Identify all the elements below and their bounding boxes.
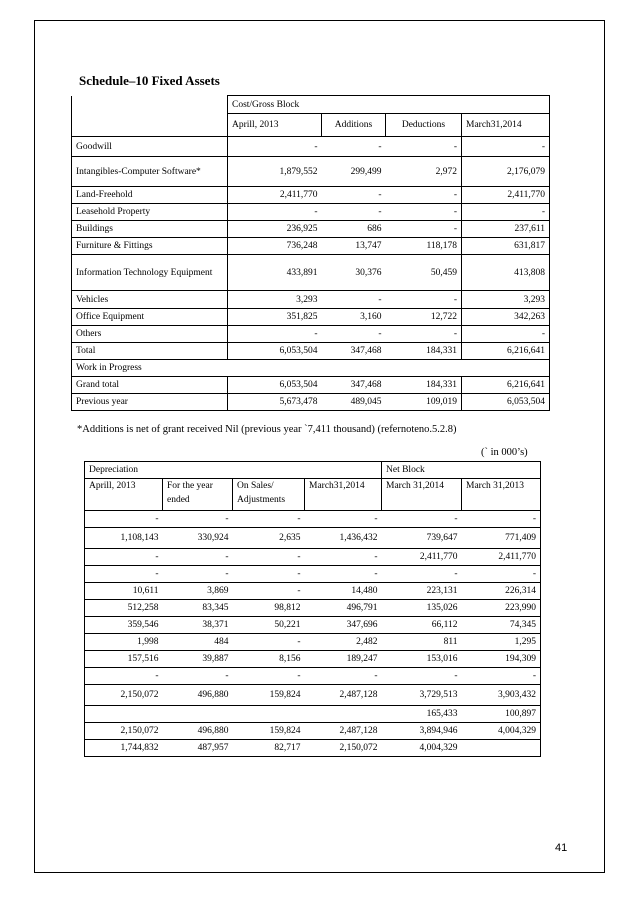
value-cell: 2,411,770 (228, 187, 322, 204)
value-cell: - (233, 511, 305, 528)
value-cell: - (462, 668, 541, 685)
value-cell: 14,480 (305, 583, 382, 600)
value-cell: 83,345 (163, 600, 233, 617)
value-cell: 118,178 (386, 238, 462, 255)
unit-note: (` in 000’s) (481, 447, 528, 458)
value-cell: 359,546 (85, 617, 163, 634)
value-cell: - (228, 204, 322, 221)
row-label: Intangibles-Computer Software* (72, 157, 228, 187)
value-cell: 66,112 (382, 617, 462, 634)
value-cell: 342,263 (462, 309, 550, 326)
value-cell: 487,957 (163, 740, 233, 757)
table-row (85, 668, 541, 685)
value-cell: 226,314 (462, 583, 541, 600)
value-cell: 299,499 (322, 157, 386, 187)
table-row (72, 255, 550, 291)
table-row (85, 511, 541, 528)
value-cell: - (462, 137, 550, 157)
value-cell: 736,248 (228, 238, 322, 255)
value-cell: 6,053,504 (462, 394, 550, 411)
col-header: On Sales/ Adjustments (233, 479, 305, 511)
value-cell: 109,019 (386, 394, 462, 411)
value-cell: 236,925 (228, 221, 322, 238)
table-row (85, 528, 541, 549)
value-cell: - (228, 137, 322, 157)
label-header-cell (72, 96, 228, 114)
value-cell: 223,131 (382, 583, 462, 600)
value-cell: 100,897 (462, 706, 541, 723)
value-cell: 159,824 (233, 723, 305, 740)
row-label: Total (72, 343, 228, 360)
table-row (85, 634, 541, 651)
value-cell: - (85, 511, 163, 528)
value-cell: 811 (382, 634, 462, 651)
value-cell: 413,808 (462, 255, 550, 291)
table-row (85, 685, 541, 706)
value-cell (305, 706, 382, 723)
value-cell: - (386, 291, 462, 309)
table-row (85, 706, 541, 723)
value-cell: 3,729,513 (382, 685, 462, 706)
value-cell: - (386, 204, 462, 221)
value-cell: - (462, 204, 550, 221)
value-cell: 2,411,770 (462, 187, 550, 204)
value-cell: 496,791 (305, 600, 382, 617)
value-cell: 223,990 (462, 600, 541, 617)
value-cell: 484 (163, 634, 233, 651)
value-cell: 194,309 (462, 651, 541, 668)
value-cell (85, 706, 163, 723)
value-cell: - (233, 549, 305, 566)
table-row (72, 309, 550, 326)
value-cell: 1,436,432 (305, 528, 382, 549)
value-cell: - (233, 634, 305, 651)
table-row (85, 723, 541, 740)
table-row (72, 291, 550, 309)
col-header: Aprill, 2013 (228, 114, 322, 137)
value-cell: 6,216,641 (462, 377, 550, 394)
value-cell: 5,673,478 (228, 394, 322, 411)
value-cell (233, 706, 305, 723)
table-row (72, 394, 550, 411)
value-cell: 98,812 (233, 600, 305, 617)
value-cell: - (386, 187, 462, 204)
col-header: March 31,2014 (382, 479, 462, 511)
table-row (85, 651, 541, 668)
table-row (72, 377, 550, 394)
value-cell: 347,468 (322, 343, 386, 360)
value-cell: - (462, 566, 541, 583)
value-cell: - (386, 326, 462, 343)
value-cell: 1,108,143 (85, 528, 163, 549)
value-cell: 50,459 (386, 255, 462, 291)
value-cell: - (386, 137, 462, 157)
value-cell: 3,869 (163, 583, 233, 600)
value-cell: 2,635 (233, 528, 305, 549)
row-label: Furniture & Fittings (72, 238, 228, 255)
value-cell: 10,611 (85, 583, 163, 600)
value-cell: - (305, 566, 382, 583)
value-cell: - (163, 511, 233, 528)
value-cell: 8,156 (233, 651, 305, 668)
value-cell: - (163, 668, 233, 685)
value-cell: - (386, 221, 462, 238)
value-cell: 74,345 (462, 617, 541, 634)
table-row (72, 137, 550, 157)
schedule-title: Schedule–10 Fixed Assets (79, 73, 220, 88)
value-cell: - (322, 326, 386, 343)
value-cell: 3,160 (322, 309, 386, 326)
value-cell: - (305, 549, 382, 566)
row-label: Information Technology Equipment (72, 255, 228, 291)
value-cell: 82,717 (233, 740, 305, 757)
value-cell: 135,026 (382, 600, 462, 617)
value-cell: - (382, 668, 462, 685)
value-cell: 153,016 (382, 651, 462, 668)
value-cell: 165,433 (382, 706, 462, 723)
value-cell: 12,722 (386, 309, 462, 326)
table-row (72, 187, 550, 204)
table-row (72, 157, 550, 187)
row-label: Leasehold Property (72, 204, 228, 221)
value-cell: 4,004,329 (382, 740, 462, 757)
value-cell (163, 706, 233, 723)
value-cell: 6,216,641 (462, 343, 550, 360)
value-cell: - (305, 668, 382, 685)
value-cell: 347,696 (305, 617, 382, 634)
col-header: For the year ended (163, 479, 233, 511)
value-cell: - (322, 204, 386, 221)
value-cell: 1,879,552 (228, 157, 322, 187)
value-cell: 189,247 (305, 651, 382, 668)
value-cell: 3,894,946 (382, 723, 462, 740)
value-cell: 157,516 (85, 651, 163, 668)
row-label: Vehicles (72, 291, 228, 309)
value-cell: - (305, 511, 382, 528)
table-row (85, 549, 541, 566)
value-cell: - (228, 326, 322, 343)
value-cell: 347,468 (322, 377, 386, 394)
row-label: Office Equipment (72, 309, 228, 326)
value-cell: 3,903,432 (462, 685, 541, 706)
value-cell: 1,998 (85, 634, 163, 651)
depreciation-header: Depreciation (85, 462, 382, 479)
value-cell: - (322, 291, 386, 309)
value-cell: 496,880 (163, 685, 233, 706)
col-header: Aprill, 2013 (85, 479, 163, 511)
table-row (85, 617, 541, 634)
value-cell: 159,824 (233, 685, 305, 706)
value-cell: - (233, 566, 305, 583)
value-cell: 2,487,128 (305, 685, 382, 706)
value-cell (462, 740, 541, 757)
row-label: Grand total (72, 377, 228, 394)
value-cell: 351,825 (228, 309, 322, 326)
value-cell: 3,293 (228, 291, 322, 309)
table-row (85, 566, 541, 583)
value-cell: - (233, 583, 305, 600)
value-cell: - (85, 668, 163, 685)
table-row (72, 360, 550, 377)
col-header: Additions (322, 114, 386, 137)
value-cell: - (322, 187, 386, 204)
additions-footnote: *Additions is net of grant received Nil (previous year `7,411 thousand) (refernoteno.5.2.8) (77, 424, 457, 435)
value-cell: 3,293 (462, 291, 550, 309)
value-cell: 2,487,128 (305, 723, 382, 740)
value-cell: 2,411,770 (382, 549, 462, 566)
table-row (72, 221, 550, 238)
col-header: March 31,2013 (462, 479, 541, 511)
col-header: March31,2014 (462, 114, 550, 137)
value-cell: 2,150,072 (305, 740, 382, 757)
value-cell: 2,176,079 (462, 157, 550, 187)
value-cell: 237,611 (462, 221, 550, 238)
table-row (85, 740, 541, 757)
table-row (85, 600, 541, 617)
value-cell: 1,295 (462, 634, 541, 651)
value-cell: 2,150,072 (85, 723, 163, 740)
value-cell: 496,880 (163, 723, 233, 740)
value-cell: 4,004,329 (462, 723, 541, 740)
value-cell: 2,411,770 (462, 549, 541, 566)
table-row (85, 583, 541, 600)
row-label: Buildings (72, 221, 228, 238)
value-cell: 771,409 (462, 528, 541, 549)
gross-block-table (71, 95, 550, 411)
value-cell: 2,482 (305, 634, 382, 651)
value-cell: 512,258 (85, 600, 163, 617)
value-cell: - (382, 511, 462, 528)
value-cell: - (163, 566, 233, 583)
table-row (72, 343, 550, 360)
depreciation-table (84, 461, 541, 757)
value-cell: 13,747 (322, 238, 386, 255)
value-cell: 184,331 (386, 377, 462, 394)
table-row (72, 326, 550, 343)
net-block-header: Net Block (382, 462, 541, 479)
value-cell: - (382, 566, 462, 583)
value-cell: 184,331 (386, 343, 462, 360)
row-label: Work in Progress (72, 360, 550, 377)
value-cell: - (233, 668, 305, 685)
value-cell: 686 (322, 221, 386, 238)
value-cell: 433,891 (228, 255, 322, 291)
table-row (72, 204, 550, 221)
table-row (72, 238, 550, 255)
row-label: Previous year (72, 394, 228, 411)
value-cell: 2,150,072 (85, 685, 163, 706)
value-cell: 50,221 (233, 617, 305, 634)
page-number: 41 (555, 842, 568, 854)
row-label: Others (72, 326, 228, 343)
col-header: March31,2014 (305, 479, 382, 511)
value-cell: 38,371 (163, 617, 233, 634)
value-cell: 330,924 (163, 528, 233, 549)
label-header-cell (72, 114, 228, 137)
row-label: Land-Freehold (72, 187, 228, 204)
value-cell: 30,376 (322, 255, 386, 291)
value-cell: 739,647 (382, 528, 462, 549)
value-cell: - (85, 566, 163, 583)
cost-gross-block-header: Cost/Gross Block (228, 96, 550, 114)
value-cell: - (322, 137, 386, 157)
value-cell: - (462, 326, 550, 343)
value-cell: 39,887 (163, 651, 233, 668)
value-cell: 631,817 (462, 238, 550, 255)
col-header: Deductions (386, 114, 462, 137)
value-cell: 6,053,504 (228, 377, 322, 394)
value-cell: 489,045 (322, 394, 386, 411)
value-cell: 6,053,504 (228, 343, 322, 360)
value-cell: - (462, 511, 541, 528)
value-cell: - (85, 549, 163, 566)
value-cell: - (163, 549, 233, 566)
value-cell: 1,744,832 (85, 740, 163, 757)
value-cell: 2,972 (386, 157, 462, 187)
row-label: Goodwill (72, 137, 228, 157)
